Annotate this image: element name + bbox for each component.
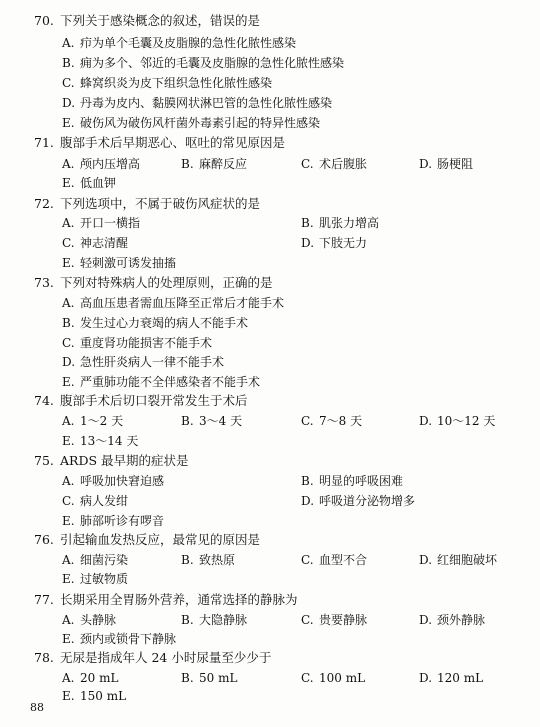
- option-letter: C.: [62, 336, 75, 350]
- option-text: 颈外静脉: [437, 613, 486, 627]
- answer-option: [419, 670, 483, 686]
- option-text: 1～2 天: [80, 414, 124, 428]
- option-text: 颈内或锁骨下静脉: [80, 632, 177, 646]
- option-letter: C.: [62, 494, 75, 508]
- answer-option: [62, 612, 116, 628]
- option-text: 致热原: [199, 553, 236, 567]
- option-letter: B.: [181, 671, 194, 685]
- answer-option: [62, 688, 126, 704]
- answer-option: [181, 612, 247, 628]
- question-stem: [34, 393, 248, 409]
- option-text: 急性肝炎病人一律不能手术: [80, 355, 225, 369]
- option-text: 低血钾: [80, 176, 117, 190]
- option-text: 高血压患者需血压降至正常后才能手术: [80, 296, 285, 310]
- answer-option: [419, 156, 473, 172]
- option-letter: E.: [62, 375, 75, 389]
- option-letter: E.: [62, 514, 75, 528]
- answer-option: [301, 156, 367, 172]
- answer-option: [62, 413, 123, 429]
- option-letter: A.: [62, 671, 75, 685]
- option-letter: E.: [62, 434, 75, 448]
- answer-option: [62, 473, 164, 489]
- question-text: 下列选项中，不属于破伤风症状的是: [60, 196, 261, 211]
- answer-option: [62, 95, 332, 111]
- answer-option: [62, 335, 212, 351]
- option-text: 术后腹胀: [319, 157, 368, 171]
- option-text: 下肢无力: [319, 236, 368, 250]
- option-text: 发生过心力衰竭的病人不能手术: [80, 316, 249, 330]
- question-text: 长期采用全胃肠外营养，通常选择的静脉为: [60, 592, 298, 607]
- option-text: 头静脉: [80, 613, 117, 627]
- answer-option: [62, 513, 164, 529]
- question-number: 76.: [34, 532, 54, 547]
- option-letter: E.: [62, 632, 75, 646]
- option-letter: A.: [62, 296, 75, 310]
- answer-option: [181, 552, 235, 568]
- option-letter: A.: [62, 613, 75, 627]
- question-number: 72.: [34, 196, 54, 211]
- answer-option: [62, 354, 224, 370]
- option-text: 3～4 天: [199, 414, 243, 428]
- option-letter: B.: [181, 157, 194, 171]
- answer-option: [301, 670, 365, 686]
- question-text: 腹部手术后切口裂开常发生于术后: [60, 393, 248, 408]
- option-letter: D.: [419, 671, 433, 685]
- option-text: 破伤风为破伤风杆菌外毒素引起的特异性感染: [80, 116, 321, 130]
- option-letter: A.: [62, 157, 75, 171]
- option-letter: D.: [419, 414, 433, 428]
- option-text: 细菌污染: [80, 553, 129, 567]
- question-number: 78.: [34, 650, 54, 665]
- option-letter: E.: [62, 116, 75, 130]
- option-text: 病人发绀: [80, 494, 129, 508]
- option-text: 120 mL: [437, 671, 484, 685]
- option-letter: E.: [62, 256, 75, 270]
- answer-option: [62, 175, 116, 191]
- option-text: 50 mL: [199, 671, 238, 685]
- answer-option: [301, 493, 415, 509]
- question-stem: [34, 650, 271, 666]
- option-letter: B.: [301, 474, 314, 488]
- option-letter: A.: [62, 553, 75, 567]
- answer-option: [62, 571, 128, 587]
- option-letter: A.: [62, 414, 75, 428]
- answer-option: [62, 35, 296, 51]
- option-letter: C.: [301, 553, 314, 567]
- answer-option: [301, 552, 367, 568]
- option-text: 重度肾功能损害不能手术: [80, 336, 213, 350]
- answer-option: [62, 156, 140, 172]
- option-letter: B.: [181, 414, 194, 428]
- option-letter: E.: [62, 689, 75, 703]
- option-letter: E.: [62, 176, 75, 190]
- option-text: 血型不合: [319, 553, 368, 567]
- answer-option: [62, 374, 260, 390]
- answer-option: [62, 215, 140, 231]
- question-stem: [34, 275, 273, 291]
- answer-option: [301, 473, 403, 489]
- option-text: 肠梗阻: [437, 157, 474, 171]
- answer-option: [419, 552, 497, 568]
- question-text: 腹部手术后早期恶心、呕吐的常见原因是: [60, 135, 286, 150]
- option-letter: B.: [181, 553, 194, 567]
- option-text: 痈为多个、邻近的毛囊及皮脂腺的急性化脓性感染: [80, 56, 345, 70]
- answer-option: [62, 552, 128, 568]
- question-number: 70.: [34, 13, 54, 28]
- answer-option: [62, 255, 176, 271]
- option-letter: A.: [62, 474, 75, 488]
- question-text: 引起输血发热反应，最常见的原因是: [60, 532, 261, 547]
- question-stem: [34, 135, 285, 151]
- option-text: 明显的呼吸困难: [319, 474, 404, 488]
- answer-option: [62, 235, 128, 251]
- page-number: 88: [30, 701, 44, 714]
- answer-option: [301, 612, 367, 628]
- answer-option: [62, 670, 118, 686]
- answer-option: [62, 631, 176, 647]
- answer-option: [301, 235, 367, 251]
- answer-option: [62, 115, 320, 131]
- option-text: 红细胞破坏: [437, 553, 498, 567]
- option-letter: B.: [301, 216, 314, 230]
- answer-option: [181, 413, 242, 429]
- question-stem: [34, 13, 260, 29]
- option-letter: D.: [419, 157, 433, 171]
- option-letter: E.: [62, 572, 75, 586]
- option-letter: B.: [181, 613, 194, 627]
- option-letter: C.: [62, 76, 75, 90]
- option-text: 严重肺功能不全伴感染者不能手术: [80, 375, 261, 389]
- option-text: 肺部听诊有啰音: [80, 514, 165, 528]
- option-letter: B.: [62, 56, 75, 70]
- option-text: 疖为单个毛囊及皮脂腺的急性化脓性感染: [80, 36, 297, 50]
- option-letter: D.: [62, 355, 76, 369]
- question-number: 71.: [34, 135, 54, 150]
- answer-option: [62, 493, 128, 509]
- option-letter: D.: [419, 613, 433, 627]
- option-text: 10～12 天: [437, 414, 496, 428]
- question-number: 73.: [34, 275, 54, 290]
- question-stem: [34, 532, 260, 548]
- answer-option: [62, 55, 344, 71]
- option-text: 轻刺激可诱发抽搐: [80, 256, 177, 270]
- answer-option: [419, 612, 485, 628]
- option-letter: D.: [62, 96, 76, 110]
- option-letter: C.: [301, 414, 314, 428]
- answer-option: [181, 670, 237, 686]
- question-text: 下列对特殊病人的处理原则，正确的是: [60, 275, 273, 290]
- question-stem: [34, 592, 298, 608]
- question-stem: [34, 453, 189, 469]
- option-letter: D.: [301, 236, 315, 250]
- answer-option: [62, 75, 272, 91]
- option-letter: A.: [62, 216, 75, 230]
- answer-option: [62, 433, 138, 449]
- answer-option: [419, 413, 495, 429]
- option-text: 150 mL: [80, 689, 127, 703]
- option-text: 过敏物质: [80, 572, 129, 586]
- option-text: 呼吸道分泌物增多: [319, 494, 416, 508]
- question-text: 下列关于感染概念的叙述，错误的是: [60, 13, 261, 28]
- option-text: 13～14 天: [80, 434, 139, 448]
- option-text: 7～8 天: [319, 414, 363, 428]
- option-letter: A.: [62, 36, 75, 50]
- option-text: 大隐静脉: [199, 613, 248, 627]
- question-text: 无尿是指成年人 24 小时尿量至少少于: [60, 650, 272, 665]
- option-letter: C.: [301, 671, 314, 685]
- option-text: 20 mL: [80, 671, 119, 685]
- option-text: 100 mL: [319, 671, 366, 685]
- option-text: 呼吸加快窘迫感: [80, 474, 165, 488]
- option-text: 颅内压增高: [80, 157, 141, 171]
- question-stem: [34, 196, 260, 212]
- question-number: 77.: [34, 592, 54, 607]
- option-text: 神志清醒: [80, 236, 129, 250]
- answer-option: [62, 315, 248, 331]
- option-letter: D.: [301, 494, 315, 508]
- option-letter: C.: [62, 236, 75, 250]
- answer-option: [62, 295, 284, 311]
- option-text: 贵要静脉: [319, 613, 368, 627]
- option-text: 蜂窝织炎为皮下组织急性化脓性感染: [80, 76, 273, 90]
- answer-option: [181, 156, 247, 172]
- option-text: 丹毒为皮内、黏膜网状淋巴管的急性化脓性感染: [80, 96, 333, 110]
- question-text: ARDS 最早期的症状是: [60, 453, 189, 468]
- option-text: 开口一横指: [80, 216, 141, 230]
- answer-option: [301, 413, 362, 429]
- option-text: 肌张力增高: [319, 216, 380, 230]
- answer-option: [301, 215, 379, 231]
- option-letter: B.: [62, 316, 75, 330]
- question-number: 75.: [34, 453, 54, 468]
- option-letter: C.: [301, 157, 314, 171]
- question-number: 74.: [34, 393, 54, 408]
- option-letter: D.: [419, 553, 433, 567]
- option-text: 麻醉反应: [199, 157, 248, 171]
- option-letter: C.: [301, 613, 314, 627]
